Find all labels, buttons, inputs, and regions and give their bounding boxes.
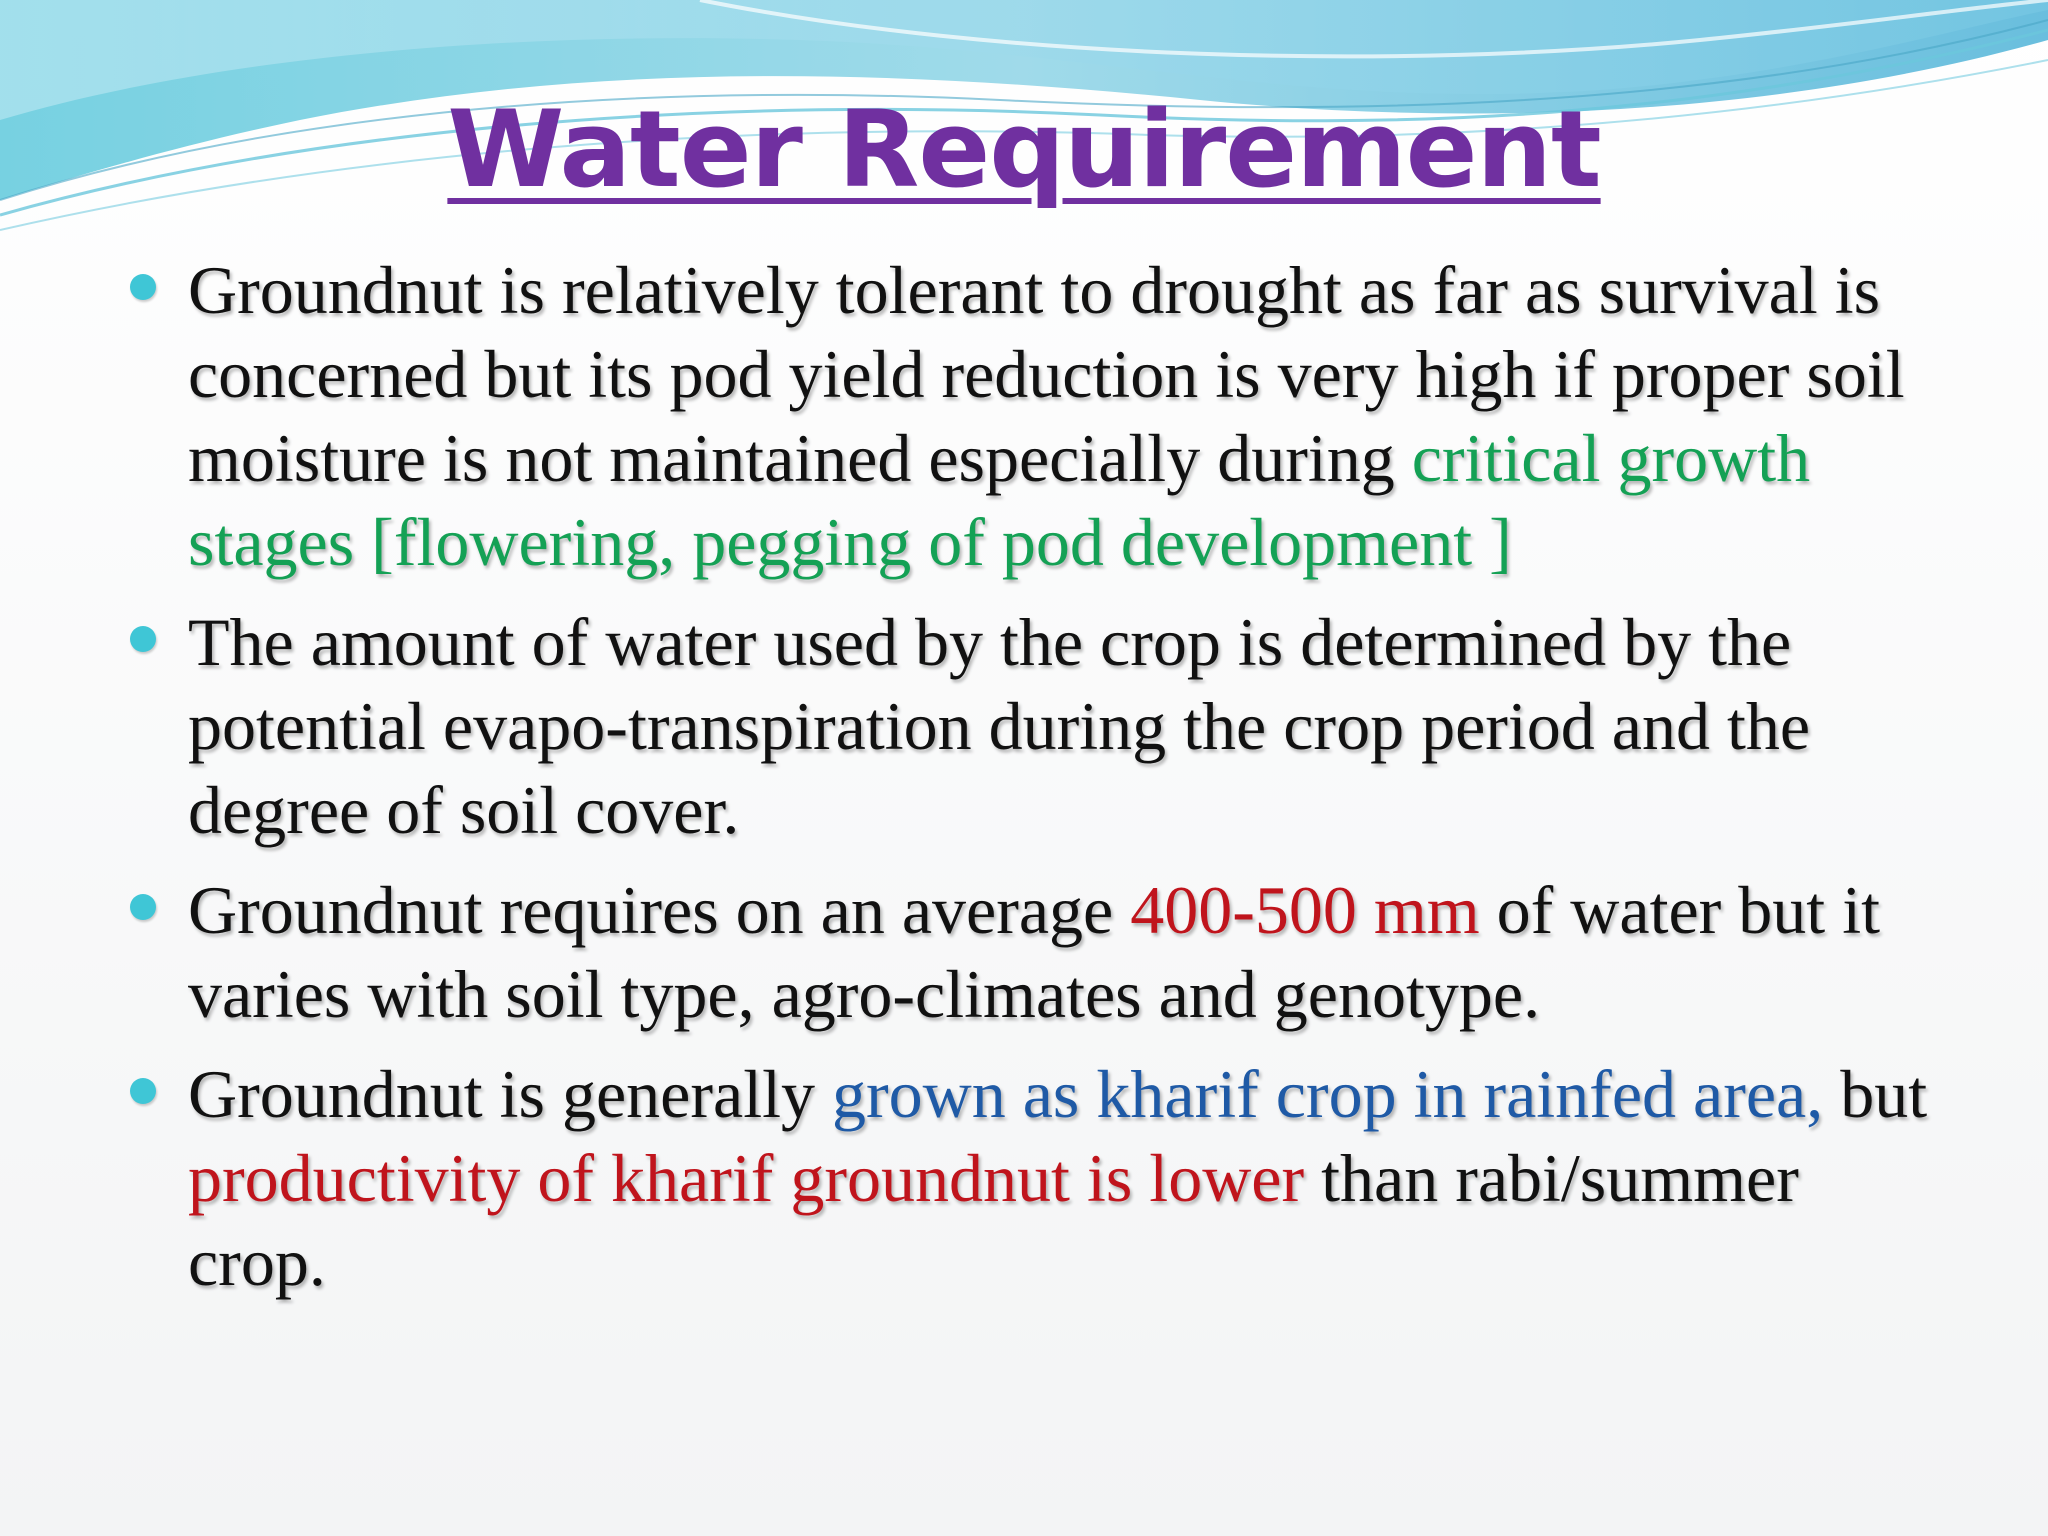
slide-title-text: Water Requirement [447, 88, 1601, 211]
bullet-item [130, 868, 1930, 1036]
highlight-text: critical growth stages [flowering, pegging of pod development ] [188, 420, 1811, 580]
bullet-item [130, 1052, 1930, 1304]
bullet-text: of water but it varies with soil type, agro-climates and genotype. [188, 872, 1880, 1032]
bullet-text: Groundnut is generally [188, 1056, 832, 1132]
bullet-dot-icon [130, 274, 156, 300]
bullet-item [130, 248, 1930, 584]
bullet-text: than rabi/summer crop. [188, 1140, 1799, 1300]
highlight-text: productivity of kharif groundnut is lower [188, 1140, 1305, 1216]
bullet-text: The amount of water used by the crop is determined by the potential evapo-transpiration during the crop period and the degree of soil cover. [188, 604, 1811, 848]
highlight-text: 400-500 mm [1130, 872, 1480, 948]
bullet-text: but [1823, 1056, 1928, 1132]
bullet-text: Groundnut requires on an average [188, 872, 1131, 948]
bullet-dot-icon [130, 1078, 156, 1104]
bullet-list [130, 248, 1930, 1320]
bullet-dot-icon [130, 626, 156, 652]
highlight-text: grown as kharif crop in rainfed area, [831, 1056, 1824, 1132]
bullet-text: Groundnut is relatively tolerant to drought as far as survival is concerned but its pod yield reduction is very high if proper soil moisture is not maintained especially during [188, 252, 1905, 496]
slide-title [0, 90, 2048, 210]
bullet-dot-icon [130, 894, 156, 920]
bullet-item [130, 600, 1930, 852]
